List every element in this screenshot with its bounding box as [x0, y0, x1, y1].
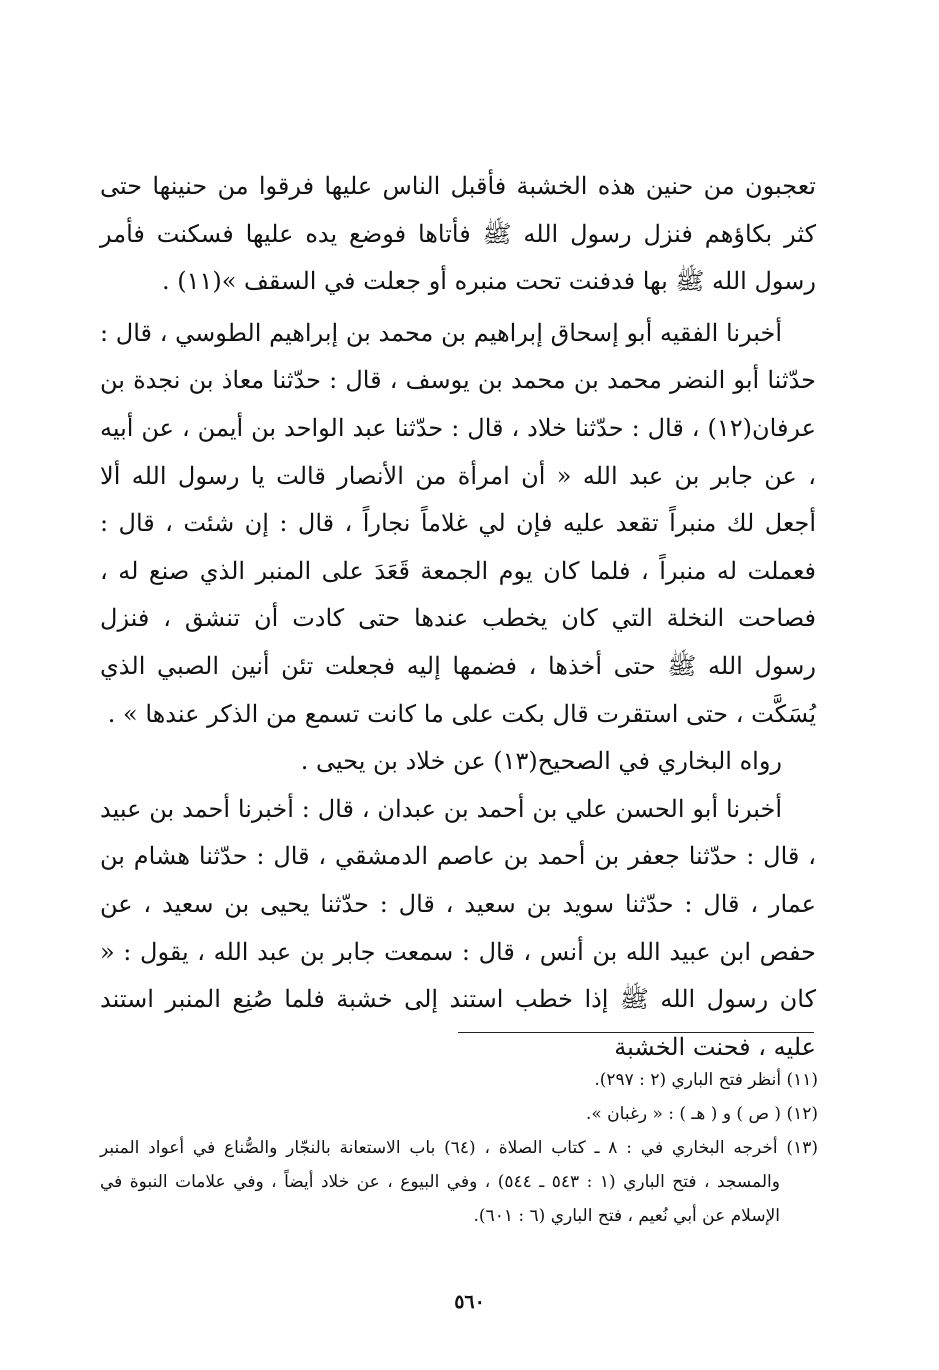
paragraph-hadith-minbar: أخبرنا الفقيه أبو إسحاق إبراهيم بن محمد بن إبراهيم الطوسي ، قال : حدّثنا أبو النضر محمد بن محمد بن يوسف ، قال : حدّثنا معاذ بن نجدة بن عرفان(١٢) ، قال : حدّثنا خلاد ، قال : حدّثنا عبد الواحد بن أيمن ، عن أبيه ، عن جابر بن عبد الله « أن امرأة من الأنصار قالت يا رسول الله ألا أجعل لك منبراً تقعد عليه فإن لي غلاماً نجاراً ، قال : إن شئت ، قال : فعملت له منبراً ، فلما كان يوم الجمعة قَعَدَ على المنبر الذي صنع له ، فصاحت النخلة التي كان يخطب عندها حتى كادت أن تنشق ، فنزل رسول الله ﷺ حتى أخذها ، فضمها إليه فجعلت تئن أنين الصبي الذي يُسَكَّت ، حتى استقرت قال بكت على ما كانت تسمع من الذكر عندها » .	[100, 318, 817, 728]
footnote-divider	[458, 1032, 814, 1033]
paragraph-hadith-khashaba: أخبرنا أبو الحسن علي بن أحمد بن عبدان ، قال : أخبرنا أحمد بن عبيد ، قال : حدّثنا جعفر بن أحمد بن عاصم الدمشقي ، قال : حدّثنا هشام بن عمار ، قال : حدّثنا سويد بن سعيد ، قال : حدّثنا يحيى بن سعيد ، عن حفص ابن عبيد الله بن أنس ، قال : سمعت جابر بن عبد الله ، يقول : « كان رسول الله ﷺ إذا خطب استند إلى خشبة فلما صُنِع المنبر استند عليه ، فحنت الخشبة	[100, 794, 816, 1061]
main-text	[100, 163, 816, 1071]
page-number: ٥٦٠	[454, 1291, 485, 1313]
footnote-12: (١٢) ( ص ) و ( هـ ) : « رغبان ».	[585, 1104, 818, 1124]
paragraph-continuation: تعجبون من حنين هذه الخشبة فأقبل الناس عليها فرقوا من حنينها حتى كثر بكاؤهم فنزل رسول الله ﷺ فأتاها فوضع يده عليها فسكنت فأمر رسول الله ﷺ بها فدفنت تحت منبره أو جعلت في السقف »(١١) .	[100, 172, 816, 296]
paragraph-bukhari-narration: رواه البخاري في الصحيح(١٣) عن خلاد بن يحيى .	[300, 747, 782, 776]
footnotes	[100, 1063, 818, 1233]
footnote-11: (١١) أنظر فتح الباري (٢ : ٢٩٧).	[594, 1070, 818, 1090]
footnote-13: (١٣) أخرجه البخاري في : ٨ ـ كتاب الصلاة ، (٦٤) باب الاستعانة بالنجّار والصُّناع في أعواد المنبر والمسجد ، فتح الباري (١ : ٥٤٣ ـ ٥٤٤) ، وفي البيوع ، عن خلاد أيضاً ، وفي علامات النبوة في الإسلام عن أبي نُعيم ، فتح الباري (٦ : ٦٠١).	[100, 1138, 818, 1226]
